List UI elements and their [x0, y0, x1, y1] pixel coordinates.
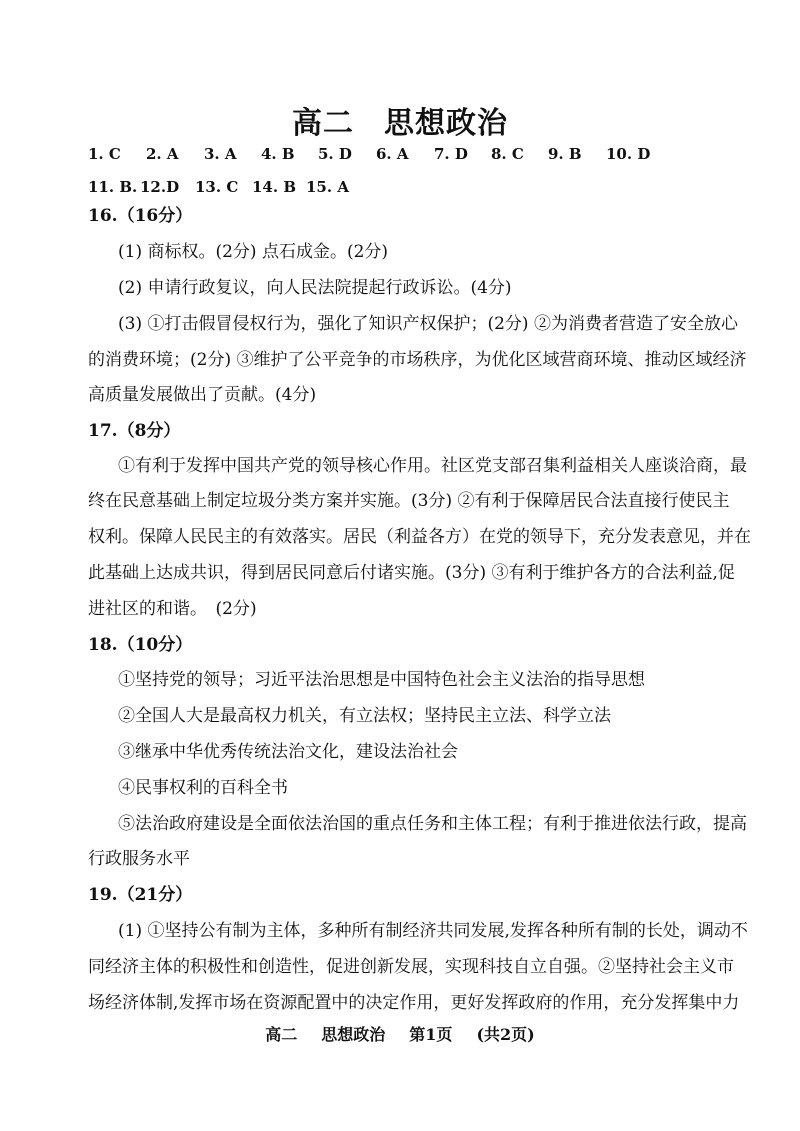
mc-answer: 1. C	[88, 145, 121, 163]
page-footer	[0, 1022, 800, 1045]
mc-answer: 14. B	[252, 178, 296, 196]
q16-line-5: 高质量发展做出了贡献。(4分)	[88, 385, 317, 405]
q17-line-4: 此基础上达成共识，得到居民同意后付诸实施。(3分) ③有利于维护各方的合法利益,促	[88, 563, 735, 583]
mc-answer: 2. A	[146, 145, 179, 163]
mc-answer: 11. B.	[88, 178, 138, 196]
mc-answer: 6. A	[376, 145, 409, 163]
mc-answer: 5. D	[318, 145, 352, 163]
mc-answer: 9. B	[548, 145, 582, 163]
footer-page-number: 第1页	[409, 1025, 453, 1044]
mc-answers-row-2	[88, 178, 349, 196]
mc-answer: 10. D	[606, 145, 651, 163]
q17-line-1: ①有利于发挥中国共产党的领导核心作用。社区党支部召集利益相关人座谈洽商，最	[118, 456, 747, 476]
page-title	[0, 98, 800, 142]
q19-line-3: 场经济体制,发挥市场在资源配置中的决定作用，更好发挥政府的作用，充分发挥集中力	[88, 993, 740, 1013]
footer-total-pages: (共2页)	[476, 1025, 535, 1044]
footer-subject: 思想政治	[321, 1025, 386, 1044]
q18-line-4: ④民事权利的百科全书	[118, 778, 288, 798]
q16-line-2: (2) 申请行政复议，向人民法院提起行政诉讼。(4分)	[118, 278, 512, 298]
q19-line-1: (1) ①坚持公有制为主体，多种所有制经济共同发展,发挥各种所有制的长处，调动不	[118, 921, 748, 941]
q17-heading: 17.（8分）	[88, 421, 181, 441]
q18-line-1: ①坚持党的领导；习近平法治思想是中国特色社会主义法治的指导思想	[118, 670, 645, 690]
footer-grade: 高二	[265, 1025, 298, 1044]
title-grade: 高二	[292, 106, 354, 141]
q16-line-1: (1) 商标权。(2分) 点石成金。(2分)	[118, 242, 389, 262]
q18-line-2: ②全国人大是最高权力机关，有立法权；坚持民主立法、科学立法	[118, 706, 611, 726]
q18-heading: 18.（10分）	[88, 635, 193, 655]
q18-line-5: ⑤法治政府建设是全面依法治国的重点任务和主体工程；有利于推进依法行政，提高	[118, 814, 747, 834]
mc-answers-row-1	[88, 145, 650, 163]
mc-answer: 4. B	[261, 145, 295, 163]
q16-line-3: (3) ①打击假冒侵权行为，强化了知识产权保护；(2分) ②为消费者营造了安全放心	[118, 314, 738, 334]
mc-answer: 13. C	[195, 178, 239, 196]
q17-line-3: 权利。保障人民民主的有效落实。居民（利益各方）在党的领导下，充分发表意见，并在	[88, 527, 751, 547]
q19-heading: 19.（21分）	[88, 885, 193, 905]
mc-answer: 12.D	[140, 178, 180, 196]
title-subject: 思想政治	[384, 106, 508, 141]
mc-answer: 8. C	[491, 145, 524, 163]
q17-line-5: 进社区的和谐。 (2分)	[88, 599, 257, 619]
q17-line-2: 终在民意基础上制定垃圾分类方案并实施。(3分) ②有利于保障居民合法直接行使民主	[88, 491, 730, 511]
q16-line-4: 的消费环境；(2分) ③维护了公平竞争的市场秩序，为优化区域营商环境、推动区域经济	[88, 350, 747, 370]
q18-line-6: 行政服务水平	[88, 849, 190, 869]
mc-answer: 3. A	[204, 145, 237, 163]
q19-line-2: 同经济主体的积极性和创造性，促进创新发展，实现科技自立自强。②坚持社会主义市	[88, 957, 734, 977]
q18-line-3: ③继承中华优秀传统法治文化，建设法治社会	[118, 742, 458, 762]
mc-answer: 15. A	[306, 178, 349, 196]
mc-answer: 7. D	[434, 145, 468, 163]
q16-heading: 16.（16分）	[88, 206, 193, 226]
